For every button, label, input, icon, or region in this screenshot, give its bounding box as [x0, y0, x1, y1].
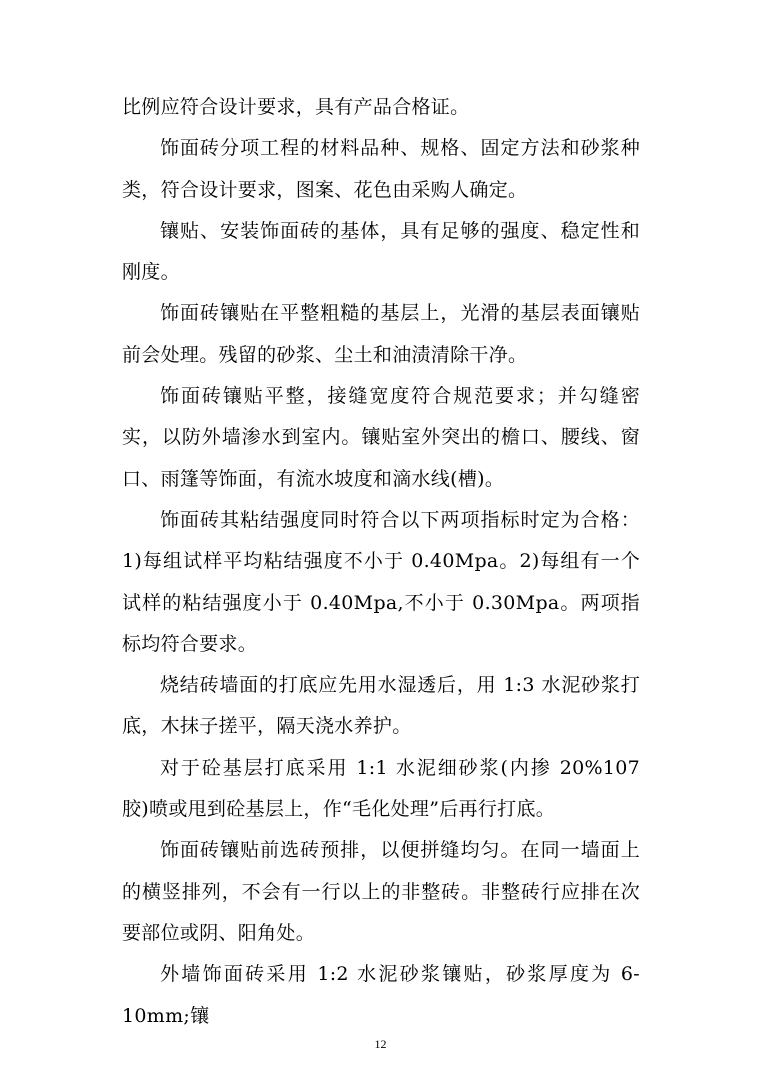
paragraph-concrete-base: 对于砼基层打底采用 1:1 水泥细砂浆(内掺 20%107 胶)喷或甩到砼基层上，作“毛化处理”后再行打底。: [122, 756, 640, 821]
paragraph-continuation: 比例应符合设计要求，具有产品合格证。: [122, 96, 470, 118]
paragraph-materials: 饰面砖分项工程的材料品种、规格、固定方法和砂浆种类，符合设计要求，图案、花色由采购人确定。: [122, 137, 640, 201]
paragraph-bond-strength: 饰面砖其粘结强度同时符合以下两项指标时定为合格：1)每组试样平均粘结强度不小于 0.40Mpa。2)每组有一个试样的粘结强度小于 0.40Mpa,不小于 0.30Mpa。两项指标均符合要求。: [122, 508, 640, 655]
paragraph-pre-layout: 饰面砖镶贴前选砖预排，以便拼缝均匀。在同一墙面上的横竖排列，不会有一行以上的非整砖。非整砖行应排在次要部位或阴、阳角处。: [122, 839, 640, 944]
page-number: 12: [374, 1037, 387, 1051]
body-text: [122, 87, 640, 1037]
paragraph-substrate: 镶贴、安装饰面砖的基体，具有足够的强度、稳定性和刚度。: [122, 219, 640, 284]
paragraph-brick-wall-base: 烧结砖墙面的打底应先用水湿透后，用 1:3 水泥砂浆打底，木抹子搓平，隔天浇水养护。: [122, 674, 640, 738]
paragraph-base-layer: 饰面砖镶贴在平整粗糙的基层上，光滑的基层表面镶贴前会处理。残留的砂浆、尘土和油渍清除干净。: [122, 302, 640, 366]
paragraph-joints: 饰面砖镶贴平整，接缝宽度符合规范要求；并勾缝密实，以防外墙渗水到室内。镶贴室外突出的檐口、腰线、窗口、雨篷等饰面，有流水坡度和滴水线(槽)。: [122, 385, 640, 490]
paragraph-exterior-tiles: 外墙饰面砖采用 1:2 水泥砂浆镶贴，砂浆厚度为 6-10mm;镶: [122, 963, 640, 1027]
